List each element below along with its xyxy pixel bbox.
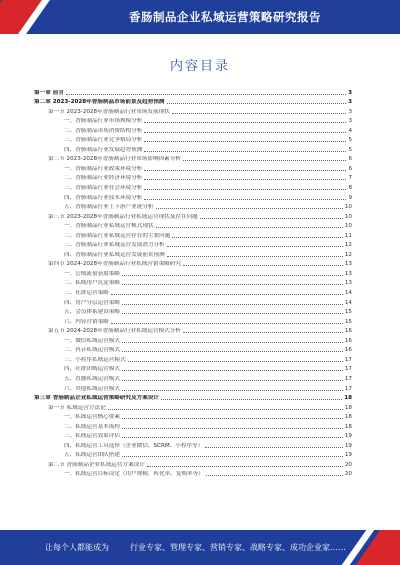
toc-entry[interactable] bbox=[34, 277, 352, 287]
toc-leader-dots bbox=[122, 370, 343, 371]
toc-leader-dots bbox=[122, 418, 343, 419]
toc-entry-page: 17 bbox=[344, 375, 352, 382]
toc-entry-page: 19 bbox=[344, 452, 352, 459]
toc-entry-label: 第五节 2024-2028年香肠制品行业私域运营模式分析 bbox=[48, 328, 181, 335]
toc-leader-dots bbox=[200, 218, 343, 219]
toc-entry-page: 20 bbox=[344, 471, 352, 478]
toc-entry[interactable] bbox=[34, 143, 352, 153]
toc-leader-dots bbox=[167, 256, 343, 257]
toc-entry[interactable] bbox=[34, 420, 352, 430]
toc-leader-dots bbox=[111, 294, 343, 295]
toc-entry-page: 17 bbox=[344, 356, 352, 363]
toc-entry-page: 11 bbox=[344, 232, 352, 239]
toc-entry-label: 四、用户分层运营策略 bbox=[64, 299, 120, 306]
toc-entry-label: 四、社群团购运营模式 bbox=[64, 366, 120, 373]
toc-entry-label: 第一节 2023-2028年香肠制品行业市场发展现状 bbox=[48, 108, 170, 115]
toc-entry[interactable] bbox=[34, 210, 352, 220]
toc-leader-dots bbox=[156, 227, 343, 228]
toc-entry-page: 18 bbox=[344, 404, 352, 411]
toc-entry[interactable] bbox=[34, 334, 352, 344]
toc-entry-page: 14 bbox=[344, 290, 352, 297]
toc-entry-label: 一、微信私域运营模式 bbox=[64, 337, 120, 344]
toc-leader-dots bbox=[144, 170, 346, 171]
toc-entry-page: 12 bbox=[344, 242, 352, 249]
toc-entry-label: 一、香肠制品行业市场规模分析 bbox=[64, 118, 143, 125]
toc-entry[interactable] bbox=[34, 134, 352, 144]
toc-leader-dots bbox=[122, 437, 343, 438]
toc-entry-page: 14 bbox=[344, 299, 352, 306]
toc-entry[interactable] bbox=[34, 458, 352, 468]
toc-entry-label: 五、私域运营团队搭建 bbox=[64, 452, 120, 459]
toc-entry-label: 第二节 香肠制品企业私域运营方案设计 bbox=[48, 461, 145, 468]
toc-entry[interactable] bbox=[34, 363, 352, 373]
toc-entry-label: 五、直播私域运营模式 bbox=[64, 375, 120, 382]
toc-entry-page: 13 bbox=[344, 261, 352, 268]
toc-leader-dots bbox=[156, 208, 343, 209]
toc-entry[interactable] bbox=[34, 96, 352, 106]
toc-entry-page: 17 bbox=[344, 366, 352, 373]
toc-entry-label: 二、私域用户沉淀策略 bbox=[64, 280, 120, 287]
toc-entry-page: 8 bbox=[348, 185, 352, 192]
toc-leader-dots bbox=[122, 313, 343, 314]
toc-entry[interactable] bbox=[34, 392, 352, 402]
toc-entry-label: 一、私域运营核心要素 bbox=[64, 414, 120, 421]
toc-leader-dots bbox=[128, 361, 343, 362]
toc-leader-dots bbox=[122, 351, 343, 352]
toc-entry-label: 五、香肠制品行业上下游产业链分析 bbox=[64, 204, 154, 211]
toc-entry-page: 19 bbox=[344, 442, 352, 449]
toc-entry-label: 第二节 2023-2028年香肠制品行业市场影响因素分析 bbox=[48, 156, 181, 163]
toc-entry[interactable] bbox=[34, 181, 352, 191]
toc-leader-dots bbox=[122, 304, 343, 305]
toc-entry-page: 5 bbox=[348, 146, 352, 153]
toc-entry-page: 16 bbox=[344, 328, 352, 335]
toc-entry[interactable] bbox=[34, 344, 352, 354]
footer-banner bbox=[0, 530, 400, 565]
toc-leader-dots bbox=[172, 113, 347, 114]
toc-leader-dots bbox=[144, 199, 346, 200]
toc-entry-page: 6 bbox=[348, 156, 352, 163]
toc-entry[interactable] bbox=[34, 325, 352, 335]
toc-entry[interactable] bbox=[34, 124, 352, 134]
toc-entry-page: 15 bbox=[344, 318, 352, 325]
toc-leader-dots bbox=[122, 342, 343, 343]
toc-entry-label: 二、香肠制品行业经济环境分析 bbox=[64, 175, 143, 182]
toc-leader-dots bbox=[147, 466, 343, 467]
toc-leader-dots bbox=[205, 447, 343, 448]
toc-entry[interactable] bbox=[34, 115, 352, 125]
toc-entry-label: 三、私域运营效果评估 bbox=[64, 433, 120, 440]
toc-leader-dots bbox=[144, 189, 346, 190]
toc-entry[interactable] bbox=[34, 430, 352, 440]
toc-entry-page: 4 bbox=[348, 127, 352, 134]
toc-entry[interactable] bbox=[34, 229, 352, 239]
header-banner bbox=[0, 0, 400, 34]
toc-entry[interactable] bbox=[34, 468, 352, 478]
toc-leader-dots bbox=[144, 151, 346, 152]
toc-entry[interactable] bbox=[34, 220, 352, 230]
toc-entry-label: 三、香肠制品行业私域运营发展潜力分析 bbox=[64, 242, 165, 249]
toc-entry-label: 四、香肠制品行业技术环境分析 bbox=[64, 194, 143, 201]
toc-entry-page: 18 bbox=[344, 414, 352, 421]
toc-leader-dots bbox=[206, 475, 343, 476]
toc-entry-label: 五、会员体系建设策略 bbox=[64, 309, 120, 316]
toc-entry-page: 13 bbox=[344, 280, 352, 287]
toc-entry[interactable] bbox=[34, 267, 352, 277]
toc-leader-dots bbox=[66, 94, 346, 95]
toc-leader-dots bbox=[144, 132, 346, 133]
toc-entry-label: 四、香肠制品行业私域运营发展前景预测 bbox=[64, 251, 165, 258]
toc-leader-dots bbox=[122, 275, 343, 276]
toc-entry-label: 第三章 香肠制品企业私域运营策略研究及方案设计 bbox=[34, 395, 160, 402]
toc-entry[interactable] bbox=[34, 286, 352, 296]
toc-entry[interactable] bbox=[34, 172, 352, 182]
toc-entry-page: 16 bbox=[344, 337, 352, 344]
toc-entry-page: 10 bbox=[344, 213, 352, 220]
toc-entry[interactable] bbox=[34, 258, 352, 268]
toc-leader-dots bbox=[172, 237, 343, 238]
toc-entry[interactable] bbox=[34, 162, 352, 172]
toc-entry-label: 二、香肠制品行业私域运营存在的主要问题 bbox=[64, 232, 171, 239]
toc-entry-page: 19 bbox=[344, 433, 352, 440]
toc-entry[interactable] bbox=[34, 153, 352, 163]
toc-entry[interactable] bbox=[34, 191, 352, 201]
toc-entry[interactable] bbox=[34, 306, 352, 316]
toc-entry-label: 二、香肠制品市场消费结构分析 bbox=[64, 127, 143, 134]
toc-leader-dots bbox=[183, 265, 343, 266]
toc-entry[interactable] bbox=[34, 315, 352, 325]
toc-leader-dots bbox=[167, 246, 343, 247]
toc-entry-page: 18 bbox=[344, 423, 352, 430]
toc-entry-label: 四、香肠制品行业发展趋势预测 bbox=[64, 146, 143, 153]
toc-entry-page: 3 bbox=[348, 99, 352, 106]
toc-entry-page: 7 bbox=[348, 175, 352, 182]
toc-entry-label: 第四节 2024-2028年香肠制品行业私域营销策略研究 bbox=[48, 261, 181, 268]
toc-entry-page: 20 bbox=[344, 461, 352, 468]
toc-leader-dots bbox=[122, 284, 343, 285]
toc-entry-label: 一、香肠制品行业私域运营模式现状 bbox=[64, 223, 154, 230]
toc-entry-label: 第二章 2023-2028年香肠制品市场前景及趋势预测 bbox=[34, 99, 165, 106]
toc-leader-dots bbox=[167, 103, 347, 104]
toc-entry-page: 18 bbox=[344, 395, 352, 402]
toc-leader-dots bbox=[144, 179, 346, 180]
toc-entry[interactable] bbox=[34, 372, 352, 382]
toc-entry-label: 三、社群运营策略 bbox=[64, 290, 109, 297]
toc-entry-page: 16 bbox=[344, 347, 352, 354]
toc-leader-dots bbox=[183, 332, 343, 333]
toc-entry-page: 12 bbox=[344, 251, 352, 258]
toc-leader-dots bbox=[122, 428, 343, 429]
toc-entry-page: 15 bbox=[344, 309, 352, 316]
footer-slogan: 让每个人都能成为 bbox=[45, 543, 109, 552]
toc-leader-dots bbox=[122, 380, 343, 381]
report-title: 香肠制品企业私域运营策略研究报告 bbox=[129, 10, 321, 24]
toc-leader-dots bbox=[122, 390, 343, 391]
toc-entry[interactable] bbox=[34, 411, 352, 421]
toc-entry-label: 一、香肠制品行业政策环境分析 bbox=[64, 165, 143, 172]
toc-entry[interactable] bbox=[34, 105, 352, 115]
toc-entry-page: 13 bbox=[344, 270, 352, 277]
toc-entry[interactable] bbox=[34, 239, 352, 249]
toc-entry-page: 10 bbox=[344, 204, 352, 211]
toc-entry-label: 三、香肠制品行业社会环境分析 bbox=[64, 185, 143, 192]
toc-entry[interactable] bbox=[34, 296, 352, 306]
toc-entry-label: 三、小程序私域运营模式 bbox=[64, 356, 126, 363]
toc-leader-dots bbox=[108, 409, 343, 410]
toc-entry[interactable] bbox=[34, 248, 352, 258]
toc-entry-label: 第三节 2023-2028年香肠制品行业私域运营现状及存在问题 bbox=[48, 213, 198, 220]
toc-leader-dots bbox=[144, 122, 346, 123]
toc-leader-dots bbox=[122, 456, 343, 457]
table-of-contents bbox=[34, 86, 352, 477]
toc-leader-dots bbox=[111, 323, 343, 324]
toc-leader-dots bbox=[144, 141, 346, 142]
toc-entry-page: 9 bbox=[348, 194, 352, 201]
toc-entry[interactable] bbox=[34, 86, 352, 96]
toc-entry-label: 第一章 前言 bbox=[34, 89, 64, 96]
toc-entry[interactable] bbox=[34, 382, 352, 392]
toc-entry-label: 六、其他私域运营模式 bbox=[64, 385, 120, 392]
toc-entry[interactable] bbox=[34, 401, 352, 411]
toc-entry[interactable] bbox=[34, 353, 352, 363]
toc-entry-page: 17 bbox=[344, 385, 352, 392]
toc-entry-page: 6 bbox=[348, 165, 352, 172]
toc-entry[interactable] bbox=[34, 449, 352, 459]
toc-leader-dots bbox=[183, 160, 346, 161]
toc-entry-label: 二、私域运营基本流程 bbox=[64, 423, 120, 430]
toc-entry-page: 3 bbox=[348, 89, 352, 96]
toc-entry-page: 10 bbox=[344, 223, 352, 230]
toc-entry-label: 一、私域运营目标设定（用户规模、转化率、复购率等） bbox=[64, 471, 204, 478]
toc-entry[interactable] bbox=[34, 439, 352, 449]
toc-entry-label: 二、抖音私域运营模式 bbox=[64, 347, 120, 354]
toc-entry-label: 六、内容营销策略 bbox=[64, 318, 109, 325]
toc-entry-label: 一、公域流量获取策略 bbox=[64, 270, 120, 277]
toc-entry-page: 5 bbox=[348, 137, 352, 144]
toc-entry-page: 3 bbox=[348, 108, 352, 115]
toc-entry-label: 三、香肠制品行业竞争格局分析 bbox=[64, 137, 143, 144]
toc-entry-label: 四、私域运营工具选择（企业微信、SCRM、小程序等） bbox=[64, 442, 204, 449]
toc-entry-label: 第一节 私域运营方法论 bbox=[48, 404, 106, 411]
toc-leader-dots bbox=[161, 399, 342, 400]
footer-roles: 行业专家、管理专家、营销专家、战略专家、成功企业家…… bbox=[130, 543, 346, 552]
toc-heading: 内容目录 bbox=[169, 59, 230, 74]
toc-entry-page: 3 bbox=[348, 118, 352, 125]
toc-entry[interactable] bbox=[34, 201, 352, 211]
